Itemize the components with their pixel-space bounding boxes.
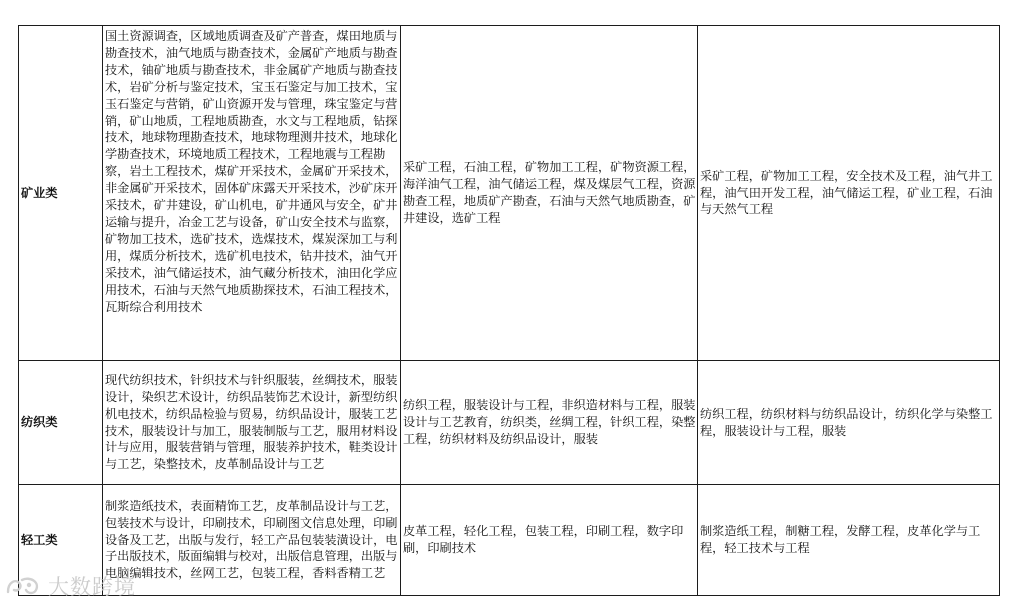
watermark-text: 大数跨境 (48, 575, 136, 599)
undergraduate-majors-cell: 采矿工程，石油工程，矿物加工工程，矿物资源工程，海洋油气工程，油气储运工程，煤及煤层气工程，资源勘查工程，地质矿产勘查，石油与天然气地质勘查，矿井建设，选矿工程 (401, 26, 698, 361)
document-page (18, 25, 1020, 609)
table-row-light-industry (19, 485, 1000, 596)
category-cell: 纺织类 (19, 361, 103, 485)
graduate-majors-cell: 纺织工程，纺织材料与纺织品设计，纺织化学与染整工程，服装设计与工程，服装 (698, 361, 1000, 485)
vocational-majors-cell: 制浆造纸技术，表面精饰工艺，皮革制品设计与工艺，包装技术与设计，印刷技术，印刷图文信息处理，印刷设备及工艺，出版与发行，轻工产品包装装潢设计，电子出版技术，版面编辑与校对，出版信息管理，出版与电脑编辑技术，丝网工艺，包装工程，香料香精工艺 (103, 485, 401, 596)
category-cell: 轻工类 (19, 485, 103, 596)
vocational-majors-cell: 国土资源调查，区域地质调查及矿产普查，煤田地质与勘查技术，油气地质与勘查技术，金属矿产地质与勘查技术，铀矿地质与勘查技术，非金属矿产地质与勘查技术，岩矿分析与鉴定技术，宝玉石鉴定与加工技术，宝玉石鉴定与营销，矿山资源开发与管理，珠宝鉴定与营销，矿山地质，工程地质勘查，水文与工程地质，钻探技术，地球物理勘查技术，地球物理测井技术，地球化学勘查技术，环境地质工程技术，工程地震与工程勘察，岩土工程技术，煤矿开采技术，金属矿开采技术，非金属矿开采技术，固体矿床露天开采技术，沙矿床开采技术，矿井建设，矿山机电，矿井通风与安全，矿井运输与提升，冶金工艺与设备，矿山安全技术与监察，矿物加工技术，选矿技术，选煤技术，煤炭深加工与利用，煤质分析技术，选矿机电技术，钻井技术，油气开采技术，油气储运技术，油气藏分析技术，油田化学应用技术，石油与天然气地质勘探技术，石油工程技术，瓦斯综合利用技术 (103, 26, 401, 361)
vocational-majors-cell: 现代纺织技术，针织技术与针织服装，丝绸技术，服装设计，染织艺术设计，纺织品装饰艺术设计，新型纺织机电技术，纺织品检验与贸易，纺织品设计，服装工艺技术，服装设计与加工，服装制版与工艺，服用材料设计与应用，服装营销与管理，服装养护技术，鞋类设计与工艺，染整技术，皮革制品设计与工艺 (103, 361, 401, 485)
table-row-textile (19, 361, 1000, 485)
undergraduate-majors-cell: 皮革工程，轻化工程，包装工程，印刷工程，数字印刷，印刷技术 (401, 485, 698, 596)
majors-table (18, 25, 1000, 596)
graduate-majors-cell: 制浆造纸工程，制糖工程，发酵工程，皮革化学与工程，轻工技术与工程 (698, 485, 1000, 596)
graduate-majors-cell: 采矿工程，矿物加工工程，安全技术及工程，油气井工程，油气田开发工程，油气储运工程，矿业工程，石油与天然气工程 (698, 26, 1000, 361)
undergraduate-majors-cell: 纺织工程，服装设计与工程，非织造材料与工程，服装设计与工艺教育，纺织类，丝绸工程，针织工程，染整工程，纺织材料及纺织品设计，服装 (401, 361, 698, 485)
table-row-mining (19, 26, 1000, 361)
category-cell: 矿业类 (19, 26, 103, 361)
